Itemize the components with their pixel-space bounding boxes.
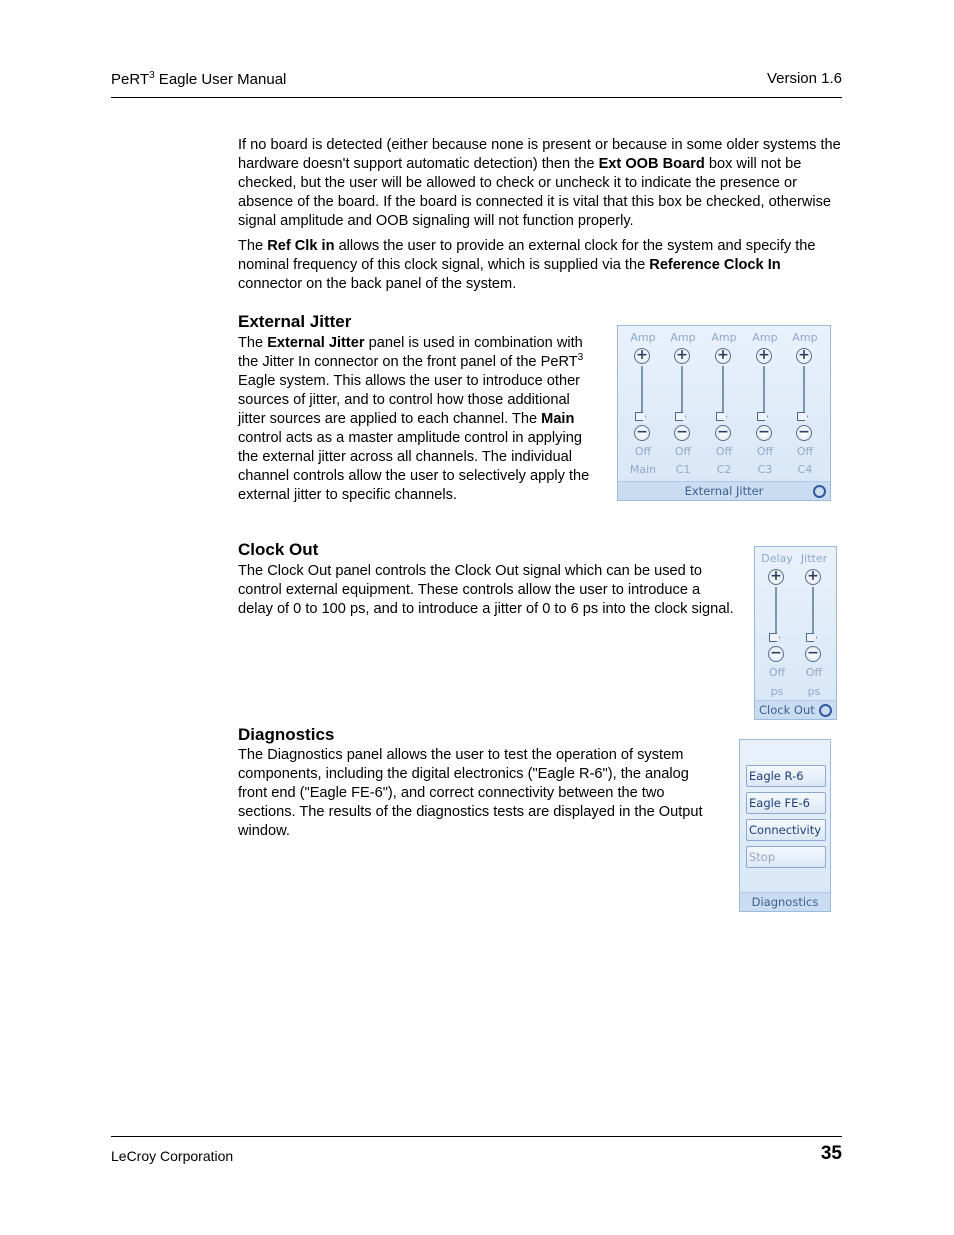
minus-icon[interactable]: − bbox=[805, 646, 821, 662]
minus-icon[interactable]: − bbox=[634, 425, 650, 441]
plus-icon[interactable]: + bbox=[715, 348, 731, 364]
footer-rule bbox=[111, 1136, 842, 1137]
eagle-r6-button[interactable]: Eagle R-6 bbox=[746, 765, 826, 787]
slider-thumb[interactable] bbox=[675, 412, 686, 421]
amp-label: Amp bbox=[711, 331, 737, 344]
minus-icon[interactable]: − bbox=[768, 646, 784, 662]
channel-label: C3 bbox=[757, 463, 773, 476]
plus-icon[interactable]: + bbox=[805, 569, 821, 585]
panel-title: External Jitter bbox=[684, 484, 764, 498]
panel-title: Diagnostics bbox=[751, 895, 819, 909]
external-jitter-panel bbox=[617, 325, 831, 501]
value-label: Off bbox=[805, 666, 823, 679]
running-header-version: Version 1.6 bbox=[766, 70, 842, 87]
value-label: Off bbox=[674, 445, 692, 458]
slider-track[interactable] bbox=[681, 366, 683, 412]
slider-track[interactable] bbox=[722, 366, 724, 412]
clock-out-heading: Clock Out bbox=[238, 540, 319, 559]
delay-label: Delay bbox=[761, 552, 793, 565]
plus-icon[interactable]: + bbox=[756, 348, 772, 364]
value-label: Off bbox=[768, 666, 786, 679]
dialog-launcher-icon[interactable] bbox=[819, 704, 832, 717]
minus-icon[interactable]: − bbox=[756, 425, 772, 441]
external-jitter-panel-footer bbox=[618, 481, 830, 500]
header-rule bbox=[111, 97, 842, 98]
diagnostics-panel-footer bbox=[740, 892, 830, 911]
plus-icon[interactable]: + bbox=[634, 348, 650, 364]
footer-company: LeCroy Corporation bbox=[111, 1148, 234, 1164]
slider-track[interactable] bbox=[775, 587, 777, 633]
external-jitter-heading: External Jitter bbox=[238, 312, 352, 331]
slider-track[interactable] bbox=[763, 366, 765, 412]
channel-label: C2 bbox=[716, 463, 732, 476]
channel-label: C1 bbox=[675, 463, 691, 476]
page-number: 35 bbox=[820, 1143, 842, 1164]
slider-thumb[interactable] bbox=[757, 412, 768, 421]
channel-label: C4 bbox=[797, 463, 813, 476]
slider-track[interactable] bbox=[812, 587, 814, 633]
slider-thumb[interactable] bbox=[769, 633, 780, 642]
unit-label: ps bbox=[807, 685, 821, 698]
stop-button[interactable]: Stop bbox=[746, 846, 826, 868]
amp-label: Amp bbox=[630, 331, 656, 344]
external-jitter-paragraph: The External Jitter panel is used in combination with the Jitter In connector on the front panel of the PeRT$^3$ Eagle system. This allows the user to introduce other sources of jitter, and to control how those additional jitter sources are applied to each channel. The Main control acts as a master amplitude control in applying the external jitter across all channels. The individual channel controls allow the user to selectively apply the external jitter to specific channels. bbox=[238, 335, 590, 503]
running-header-title: PeRT$^3$ Eagle User Manual bbox=[111, 70, 287, 88]
slider-track[interactable] bbox=[641, 366, 643, 412]
eagle-fe6-button[interactable]: Eagle FE-6 bbox=[746, 792, 826, 814]
slider-thumb[interactable] bbox=[716, 412, 727, 421]
slider-thumb[interactable] bbox=[635, 412, 646, 421]
plus-icon[interactable]: + bbox=[768, 569, 784, 585]
minus-icon[interactable]: − bbox=[796, 425, 812, 441]
amp-label: Amp bbox=[792, 331, 818, 344]
diagnostics-heading: Diagnostics bbox=[238, 725, 335, 744]
slider-thumb[interactable] bbox=[806, 633, 817, 642]
unit-label: ps bbox=[770, 685, 784, 698]
intro-paragraph-1: If no board is detected (either because none is present or because in some older systems the hardware doesn't support automatic detection) then the Ext OOB Board box will not be checked, but the user will be allowed to check or uncheck it to indicate the presence or absence of the board. If the board is connected it is vital that this box be checked, otherwise signal amplitude and OOB signaling will not function properly. bbox=[238, 137, 841, 229]
dialog-launcher-icon[interactable] bbox=[813, 485, 826, 498]
intro-paragraph-2: The Ref Clk in allows the user to provide an external clock for the system and specify the nominal frequency of this clock signal, which is supplied via the Reference Clock In connector on the back panel of the system. bbox=[238, 238, 816, 292]
plus-icon[interactable]: + bbox=[674, 348, 690, 364]
diagnostics-paragraph: The Diagnostics panel allows the user to test the operation of system components, including the digital electronics ("Eagle R-6"), the analog front end ("Eagle FE-6"), and correct connectivity between the two sections. The results of the diagnostics tests are displayed in the Output window. bbox=[238, 747, 703, 839]
value-label: Off bbox=[756, 445, 774, 458]
diagnostics-panel bbox=[739, 739, 831, 912]
amp-label: Amp bbox=[670, 331, 696, 344]
amp-label: Amp bbox=[752, 331, 778, 344]
connectivity-button[interactable]: Connectivity bbox=[746, 819, 826, 841]
slider-track[interactable] bbox=[803, 366, 805, 412]
clock-out-paragraph: The Clock Out panel controls the Clock Out signal which can be used to control external equipment. These controls allow the user to introduce a delay of 0 to 100 ps, and to introduce a jitter of 0 to 6 ps into the clock signal. bbox=[238, 563, 734, 617]
value-label: Off bbox=[715, 445, 733, 458]
value-label: Off bbox=[634, 445, 652, 458]
plus-icon[interactable]: + bbox=[796, 348, 812, 364]
clock-out-panel bbox=[754, 546, 837, 720]
clock-out-panel-footer bbox=[755, 700, 836, 719]
value-label: Off bbox=[796, 445, 814, 458]
minus-icon[interactable]: − bbox=[715, 425, 731, 441]
panel-title: Clock Out bbox=[759, 703, 815, 717]
channel-label: Main bbox=[629, 463, 657, 476]
minus-icon[interactable]: − bbox=[674, 425, 690, 441]
jitter-label: Jitter bbox=[800, 552, 828, 565]
slider-thumb[interactable] bbox=[797, 412, 808, 421]
